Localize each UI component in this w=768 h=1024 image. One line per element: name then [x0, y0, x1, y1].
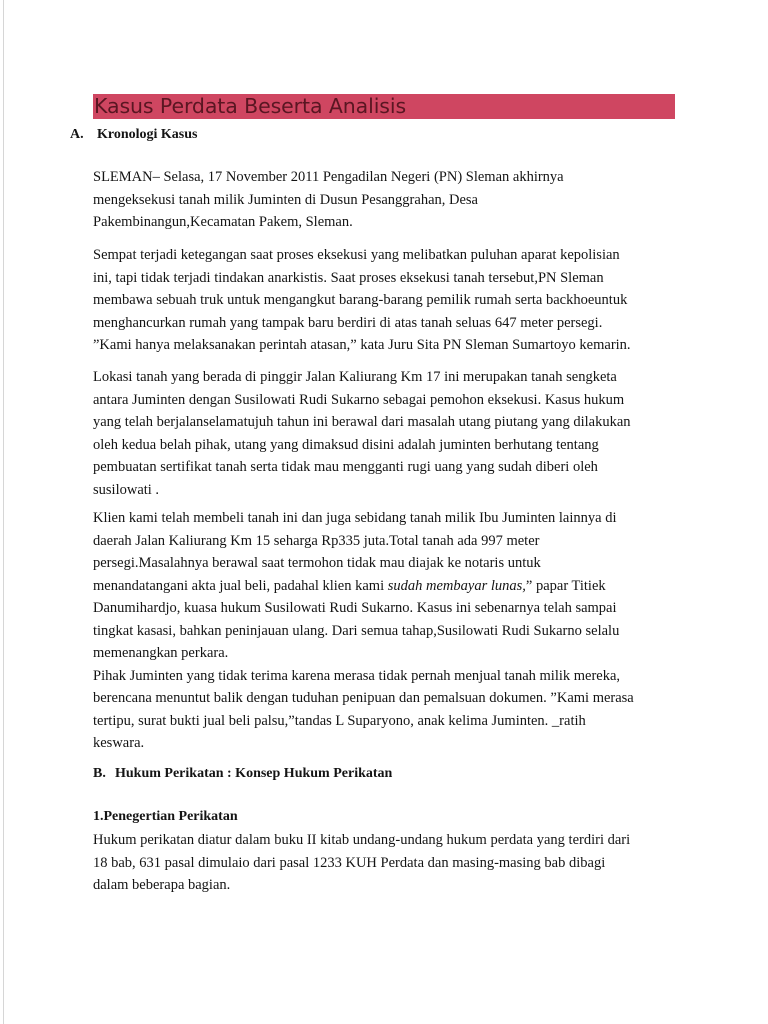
paragraph-5 — [93, 829, 683, 897]
line-text: ” papar Titiek — [525, 577, 606, 594]
paragraph-line: memenangkan perkara. — [93, 645, 229, 661]
paragraph-line: mengeksekusi tanah milik Juminten di Dusun Pesanggrahan, Desa — [93, 191, 478, 208]
paragraph-line: tertipu, surat bukti jual beli palsu,”tandas L Suparyono, anak kelima Juminten. _ratih — [93, 712, 586, 729]
paragraph-3 — [93, 366, 683, 501]
paragraph-line: dalam beberapa bagian. — [93, 877, 231, 893]
paragraph-line: membawa sebuah truk untuk mengangkut barang-barang pemilik rumah serta backhoeuntuk — [93, 292, 628, 308]
paragraph-line: Klien kami telah membeli tanah ini dan juga sebidang tanah milik Ibu Juminten lainnya di — [93, 510, 617, 526]
paragraph-line: Hukum perikatan diatur dalam buku II kitab undang-undang hukum perdata yang terdiri dari — [93, 832, 631, 848]
italic-quote: sudah membayar lunas, — [387, 577, 526, 594]
paragraph-line: Pakembinangun,Kecamatan Pakem, Sleman. — [93, 214, 353, 230]
paragraph-line: ”Kami hanya melaksanakan perintah atasan,” kata Juru Sita PN Sleman Sumartoyo kemarin. — [93, 337, 631, 353]
line-text: menandatangani akta jual beli, padahal klien kami — [93, 577, 388, 594]
paragraph-line: berencana menuntut balik dengan tuduhan penipuan dan pemalsuan dokumen. ”Kami merasa — [93, 690, 634, 706]
paragraph-2 — [93, 244, 683, 357]
section-b-heading — [93, 765, 392, 783]
page-edge — [3, 0, 4, 1024]
paragraph-line: Danumihardjo, kuasa hukum Susilowati Rudi Sukarno. Kasus ini sebenarnya telah sampai — [93, 600, 617, 616]
paragraph-line: menghancurkan rumah yang tampak baru berdiri di atas tanah seluas 647 meter persegi. — [93, 314, 603, 331]
section-a-number: A. — [70, 127, 84, 142]
paragraph-line: antara Juminten dengan Susilowati Rudi Sukarno sebagai pemohon eksekusi. Kasus hukum — [93, 391, 625, 408]
paragraph-line: Sempat terjadi ketegangan saat proses eksekusi yang melibatkan puluhan aparat kepolisian — [93, 247, 620, 263]
paragraph-line — [93, 575, 683, 598]
subsection-1-heading: 1.Penegertian Perikatan — [93, 809, 238, 824]
paragraph-line: persegi.Masalahnya berawal saat termohon tidak mau diajak ke notaris untuk — [93, 555, 541, 571]
paragraph-line: 18 bab, 631 pasal dimulaio dari pasal 1233 KUH Perdata dan masing-masing bab dibagi — [93, 854, 606, 871]
section-a-title: Kronologi Kasus — [97, 127, 198, 142]
paragraph-1 — [93, 166, 683, 234]
section-a-heading — [70, 126, 198, 144]
paragraph-line: oleh kedua belah pihak, utang yang dimaksud disini adalah juminten berhutang tentang — [93, 436, 599, 453]
section-b-number: B. — [93, 766, 106, 781]
paragraph-line: SLEMAN– Selasa, 17 November 2011 Pengadilan Negeri (PN) Sleman akhirnya — [93, 169, 564, 185]
paragraph-line: daerah Jalan Kaliurang Km 15 seharga Rp335 juta.Total tanah ada 997 meter — [93, 532, 540, 549]
paragraph-line: yang telah berjalanselamatujuh tahun ini berawal dari masalah utang piutang yang dilakukan — [93, 414, 631, 430]
paragraph-line: keswara. — [93, 735, 145, 751]
document-title: Kasus Perdata Beserta Analisis — [94, 94, 407, 118]
paragraph-line: tingkat kasasi, bahkan peninjauan ulang. Dari semua tahap,Susilowati Rudi Sukarno selalu — [93, 622, 620, 639]
paragraph-line: susilowati . — [93, 481, 160, 498]
section-b-title: Hukum Perikatan : Konsep Hukum Perikatan — [115, 766, 393, 781]
paragraph-4 — [93, 507, 683, 755]
paragraph-line: Pihak Juminten yang tidak terima karena merasa tidak pernah menjual tanah milik mereka, — [93, 667, 621, 684]
paragraph-line: ini, tapi tidak terjadi tindakan anarkistis. Saat proses eksekusi tanah tersebut,PN Sleman — [93, 269, 604, 286]
paragraph-line: pembuatan sertifikat tanah serta tidak mau mengganti rugi uang yang sudah diberi oleh — [93, 459, 598, 475]
paragraph-line: Lokasi tanah yang berada di pinggir Jalan Kaliurang Km 17 ini merupakan tanah sengketa — [93, 369, 617, 385]
